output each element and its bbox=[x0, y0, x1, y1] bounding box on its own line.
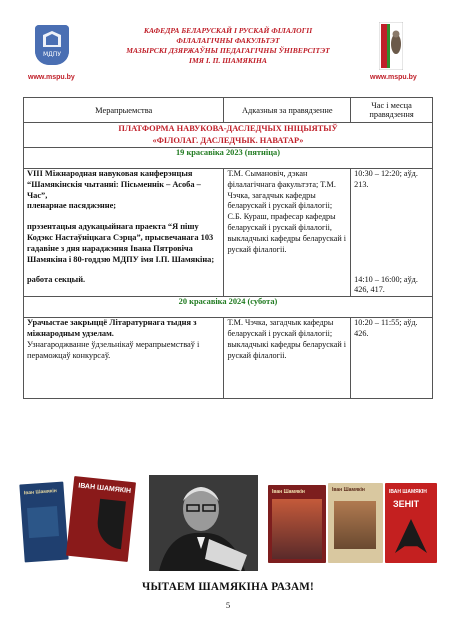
page-header bbox=[0, 22, 456, 88]
book-3-author: Іван Шамякін bbox=[272, 489, 305, 495]
time-slot-2: 14:10 – 16:00; аўд. 426, 417. bbox=[354, 274, 418, 295]
platform-title: ПЛАТФОРМА НАВУКОВА-ДАСЛЕДЧЫХ ІНІЦЫЯТЫЎ bbox=[118, 124, 338, 133]
plenary-session: пленарнае пасяджэнне; bbox=[27, 201, 117, 211]
photo-strip bbox=[0, 475, 456, 575]
event-cell bbox=[24, 318, 224, 399]
header-line-university: МАЗЫРСКІ ДЗЯРЖАЎНЫ ПЕДАГАГІЧНЫ ЎНІВЕРСІТЭТ bbox=[126, 46, 330, 55]
column-header-responsible: Адказныя за правядзенне bbox=[224, 98, 351, 123]
platform-subtitle: «ФІЛОЛАГ. ДАСЛЕДЧЫК. НАВАТАР» bbox=[152, 136, 304, 145]
table-header-row bbox=[24, 98, 433, 123]
book-cover-5 bbox=[385, 483, 437, 563]
page-number: 5 bbox=[225, 600, 231, 610]
header-line-department: КАФЕДРА БЕЛАРУСКАЙ І РУСКАЙ ФІЛАЛОГІІ bbox=[143, 26, 313, 35]
header-line-name: ІМЯ І. П. ШАМЯКІНА bbox=[189, 56, 267, 65]
book-cover-3 bbox=[268, 485, 326, 563]
book-4-author: Іван Шамякін bbox=[332, 487, 365, 493]
program-table bbox=[23, 97, 433, 399]
conference-title: VIII Міжнародная навуковая канферэнцыя “Шамякінскія чытанні: Пісьменнік – Асоба – Час”, bbox=[27, 169, 201, 200]
header-title bbox=[100, 26, 356, 66]
table-row bbox=[24, 318, 433, 399]
book-5-title: ЗЕНІТ bbox=[393, 499, 420, 509]
closing-ceremony: Урачыстае закрыццё Літаратурнага тыдня з міжнародным удзелам. bbox=[27, 318, 197, 338]
university-logo-icon bbox=[35, 25, 69, 65]
book-cover-4 bbox=[328, 483, 383, 563]
book-1-author: Іван Шамякін bbox=[23, 488, 58, 497]
slogan: ЧЫТАЕМ ШАМЯКІНА РАЗАМ! bbox=[142, 581, 314, 593]
time-slot-1: 10:30 – 12:20; аўд. 213. bbox=[354, 169, 418, 189]
book-5-author: ІВАН ШАМЯКІН bbox=[389, 489, 427, 495]
column-header-time-place: Час і месца правядзення bbox=[351, 98, 433, 123]
right-site-url: www.mspu.by bbox=[370, 74, 417, 81]
date-row-1 bbox=[24, 148, 433, 169]
time-place-cell bbox=[351, 169, 433, 297]
header-line-faculty: ФІЛАЛАГІЧНЫ ФАКУЛЬТЭТ bbox=[176, 36, 280, 45]
date-1: 19 красавіка 2023 (пятніца) bbox=[24, 148, 433, 169]
responsible-cell: Т.М. Сымановіч, дэкан філалагічнага факультэта; Т.М. Чэчка, загадчык кафедры беларускай і рускай філалогіі; С.Б. Кураш, прафесар кафедры беларускай і рускай філалогіі, выкладчыкі кафедры беларускай і рускай філалогіі. bbox=[224, 169, 351, 297]
date-row-2 bbox=[24, 297, 433, 318]
book-cover-2 bbox=[66, 476, 136, 562]
time-place-cell: 10:20 – 11:55; аўд. 426. bbox=[351, 318, 433, 399]
event-cell bbox=[24, 169, 224, 297]
book-2-author: ІВАН ШАМЯКІН bbox=[77, 482, 132, 495]
project-presentation: прэзентацыя адукацыйнага праекта “Я пішу Кодэкс Настаўніцкага Сэрца”, прысвечанага 103 гадавіне з дня нараджэння Івана Пятровіча Шамякіна і 80-годдзю МДПУ імя І.П. Шамякіна; bbox=[27, 222, 215, 264]
column-header-event: Мерапрыемства bbox=[24, 98, 224, 123]
left-site-url: www.mspu.by bbox=[28, 74, 75, 81]
table-row bbox=[24, 169, 433, 297]
date-2: 20 красавіка 2024 (субота) bbox=[24, 297, 433, 318]
book-cover-1 bbox=[19, 482, 68, 563]
responsible-cell: Т.М. Чэчка, загадчык кафедры беларускай і рускай філалогіі; выкладчыкі кафедры беларускай і рускай філалогіі. bbox=[224, 318, 351, 399]
logo-text: МДПУ bbox=[42, 51, 62, 58]
platform-title-row bbox=[24, 123, 433, 148]
awards-ceremony: Узнагароджванне ўдзельнікаў мерапрыемстваў і пераможцаў конкурсаў. bbox=[27, 339, 200, 360]
writer-emblem-icon bbox=[379, 22, 403, 70]
writer-portrait bbox=[149, 475, 258, 571]
section-work: работа секцый. bbox=[27, 275, 86, 285]
